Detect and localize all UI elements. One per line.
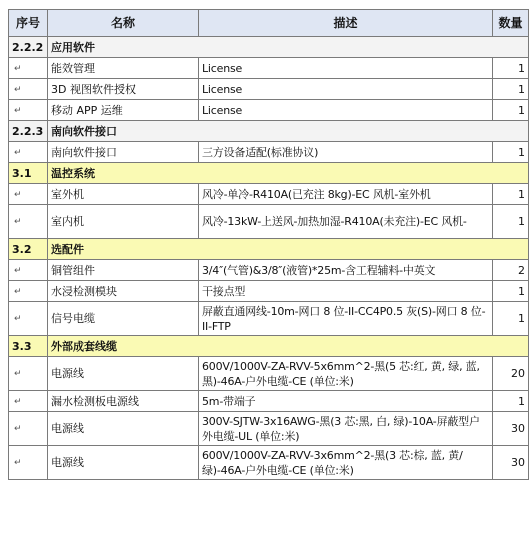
item-description: 5m-带端子 — [199, 391, 493, 412]
section-number: 2.2.2 — [9, 37, 48, 58]
item-row — [9, 58, 529, 79]
item-row — [9, 260, 529, 281]
item-number-cell — [9, 412, 48, 446]
section-number: 3.2 — [9, 239, 48, 260]
paragraph-mark: ↵ — [14, 265, 22, 276]
paragraph-mark: ↵ — [14, 217, 22, 227]
paragraph-mark: ↵ — [14, 286, 22, 297]
section-row — [9, 239, 529, 260]
equipment-list-table — [8, 9, 529, 480]
item-row — [9, 142, 529, 163]
item-number-cell — [9, 58, 48, 79]
section-row — [9, 163, 529, 184]
header-desc — [199, 10, 493, 37]
section-number: 2.2.3 — [9, 121, 48, 142]
item-description: 风冷-13kW-上送风-加热加湿-R410A(未充注)-EC 风机- — [199, 205, 493, 239]
item-description: 干接点型 — [199, 281, 493, 302]
header-row — [9, 10, 529, 37]
item-row — [9, 302, 529, 336]
item-name: 能效管理 — [48, 58, 199, 79]
item-name: 铜管组件 — [48, 260, 199, 281]
header-qty-label: 数量 — [498, 15, 523, 30]
item-name: 移动 APP 运维 — [48, 100, 199, 121]
paragraph-mark: ↵ — [14, 147, 22, 158]
paragraph-mark: ↵ — [14, 105, 22, 116]
item-description: 600V/1000V-ZA-RVV-5x6mm^2-黑(5 芯:红, 黄, 绿, 蓝, 黑)-46A-户外电缆-CE (单位:米) — [199, 357, 493, 391]
item-quantity: 2 — [493, 260, 529, 281]
item-number-cell — [9, 446, 48, 480]
item-description: License — [199, 79, 493, 100]
header-name-label: 名称 — [110, 15, 135, 30]
item-description: 三方设备适配(标准协议) — [199, 142, 493, 163]
paragraph-mark: ↵ — [14, 63, 22, 74]
item-number-cell — [9, 260, 48, 281]
item-number-cell — [9, 302, 48, 336]
section-title: 外部成套线缆 — [48, 336, 529, 357]
item-number-cell — [9, 184, 48, 205]
item-name: 南向软件接口 — [48, 142, 199, 163]
paragraph-mark: ↵ — [14, 458, 22, 468]
item-number-cell — [9, 100, 48, 121]
item-quantity: 1 — [493, 281, 529, 302]
paragraph-mark: ↵ — [14, 314, 22, 324]
section-row — [9, 37, 529, 58]
item-name: 电源线 — [48, 357, 199, 391]
item-quantity: 30 — [493, 412, 529, 446]
item-name: 室外机 — [48, 184, 199, 205]
header-desc-label: 描述 — [333, 15, 358, 30]
section-row — [9, 336, 529, 357]
item-quantity: 30 — [493, 446, 529, 480]
item-number-cell — [9, 79, 48, 100]
item-number-cell — [9, 142, 48, 163]
item-quantity: 1 — [493, 58, 529, 79]
item-name: 电源线 — [48, 446, 199, 480]
item-description: 风冷-单冷-R410A(已充注 8kg)-EC 风机-室外机 — [199, 184, 493, 205]
item-name: 水浸检测模块 — [48, 281, 199, 302]
section-title: 南向软件接口 — [48, 121, 529, 142]
section-title: 选配件 — [48, 239, 529, 260]
item-row — [9, 79, 529, 100]
paragraph-mark: ↵ — [14, 189, 22, 200]
paragraph-mark: ↵ — [14, 396, 22, 407]
item-description: 600V/1000V-ZA-RVV-3x6mm^2-黑(3 芯:棕, 蓝, 黄/绿)-46A-户外电缆-CE (单位:米) — [199, 446, 493, 480]
item-quantity: 1 — [493, 205, 529, 239]
item-number-cell — [9, 205, 48, 239]
item-name: 信号电缆 — [48, 302, 199, 336]
item-description: 3/4″(气管)&3/8″(液管)*25m-含工程辅料-中英文 — [199, 260, 493, 281]
header-num — [9, 10, 48, 37]
item-description: 300V-SJTW-3x16AWG-黑(3 芯:黑, 白, 绿)-10A-屏蔽型户外电缆-UL (单位:米) — [199, 412, 493, 446]
item-row — [9, 446, 529, 480]
item-description: License — [199, 58, 493, 79]
item-name: 室内机 — [48, 205, 199, 239]
header-qty — [493, 10, 529, 37]
item-name: 电源线 — [48, 412, 199, 446]
item-quantity: 1 — [493, 142, 529, 163]
item-row — [9, 412, 529, 446]
item-quantity: 1 — [493, 391, 529, 412]
item-number-cell — [9, 281, 48, 302]
item-row — [9, 184, 529, 205]
item-quantity: 1 — [493, 302, 529, 336]
item-name: 3D 视图软件授权 — [48, 79, 199, 100]
item-number-cell — [9, 391, 48, 412]
paragraph-mark: ↵ — [14, 84, 22, 95]
item-quantity: 1 — [493, 100, 529, 121]
item-quantity: 1 — [493, 79, 529, 100]
paragraph-mark: ↵ — [14, 424, 22, 434]
item-row — [9, 100, 529, 121]
section-title: 温控系统 — [48, 163, 529, 184]
table-body — [9, 37, 529, 480]
header-num-label: 序号 — [15, 15, 40, 30]
section-row — [9, 121, 529, 142]
item-description: 屏蔽直通网线-10m-网口 8 位-II-CC4P0.5 灰(S)-网口 8 位-II-FTP — [199, 302, 493, 336]
item-name: 漏水检测板电源线 — [48, 391, 199, 412]
item-row — [9, 357, 529, 391]
paragraph-mark: ↵ — [14, 369, 22, 379]
section-title: 应用软件 — [48, 37, 529, 58]
item-description: License — [199, 100, 493, 121]
item-number-cell — [9, 357, 48, 391]
item-row — [9, 281, 529, 302]
item-row — [9, 205, 529, 239]
header-name — [48, 10, 199, 37]
section-number: 3.3 — [9, 336, 48, 357]
section-number: 3.1 — [9, 163, 48, 184]
item-row — [9, 391, 529, 412]
item-quantity: 1 — [493, 184, 529, 205]
item-quantity: 20 — [493, 357, 529, 391]
